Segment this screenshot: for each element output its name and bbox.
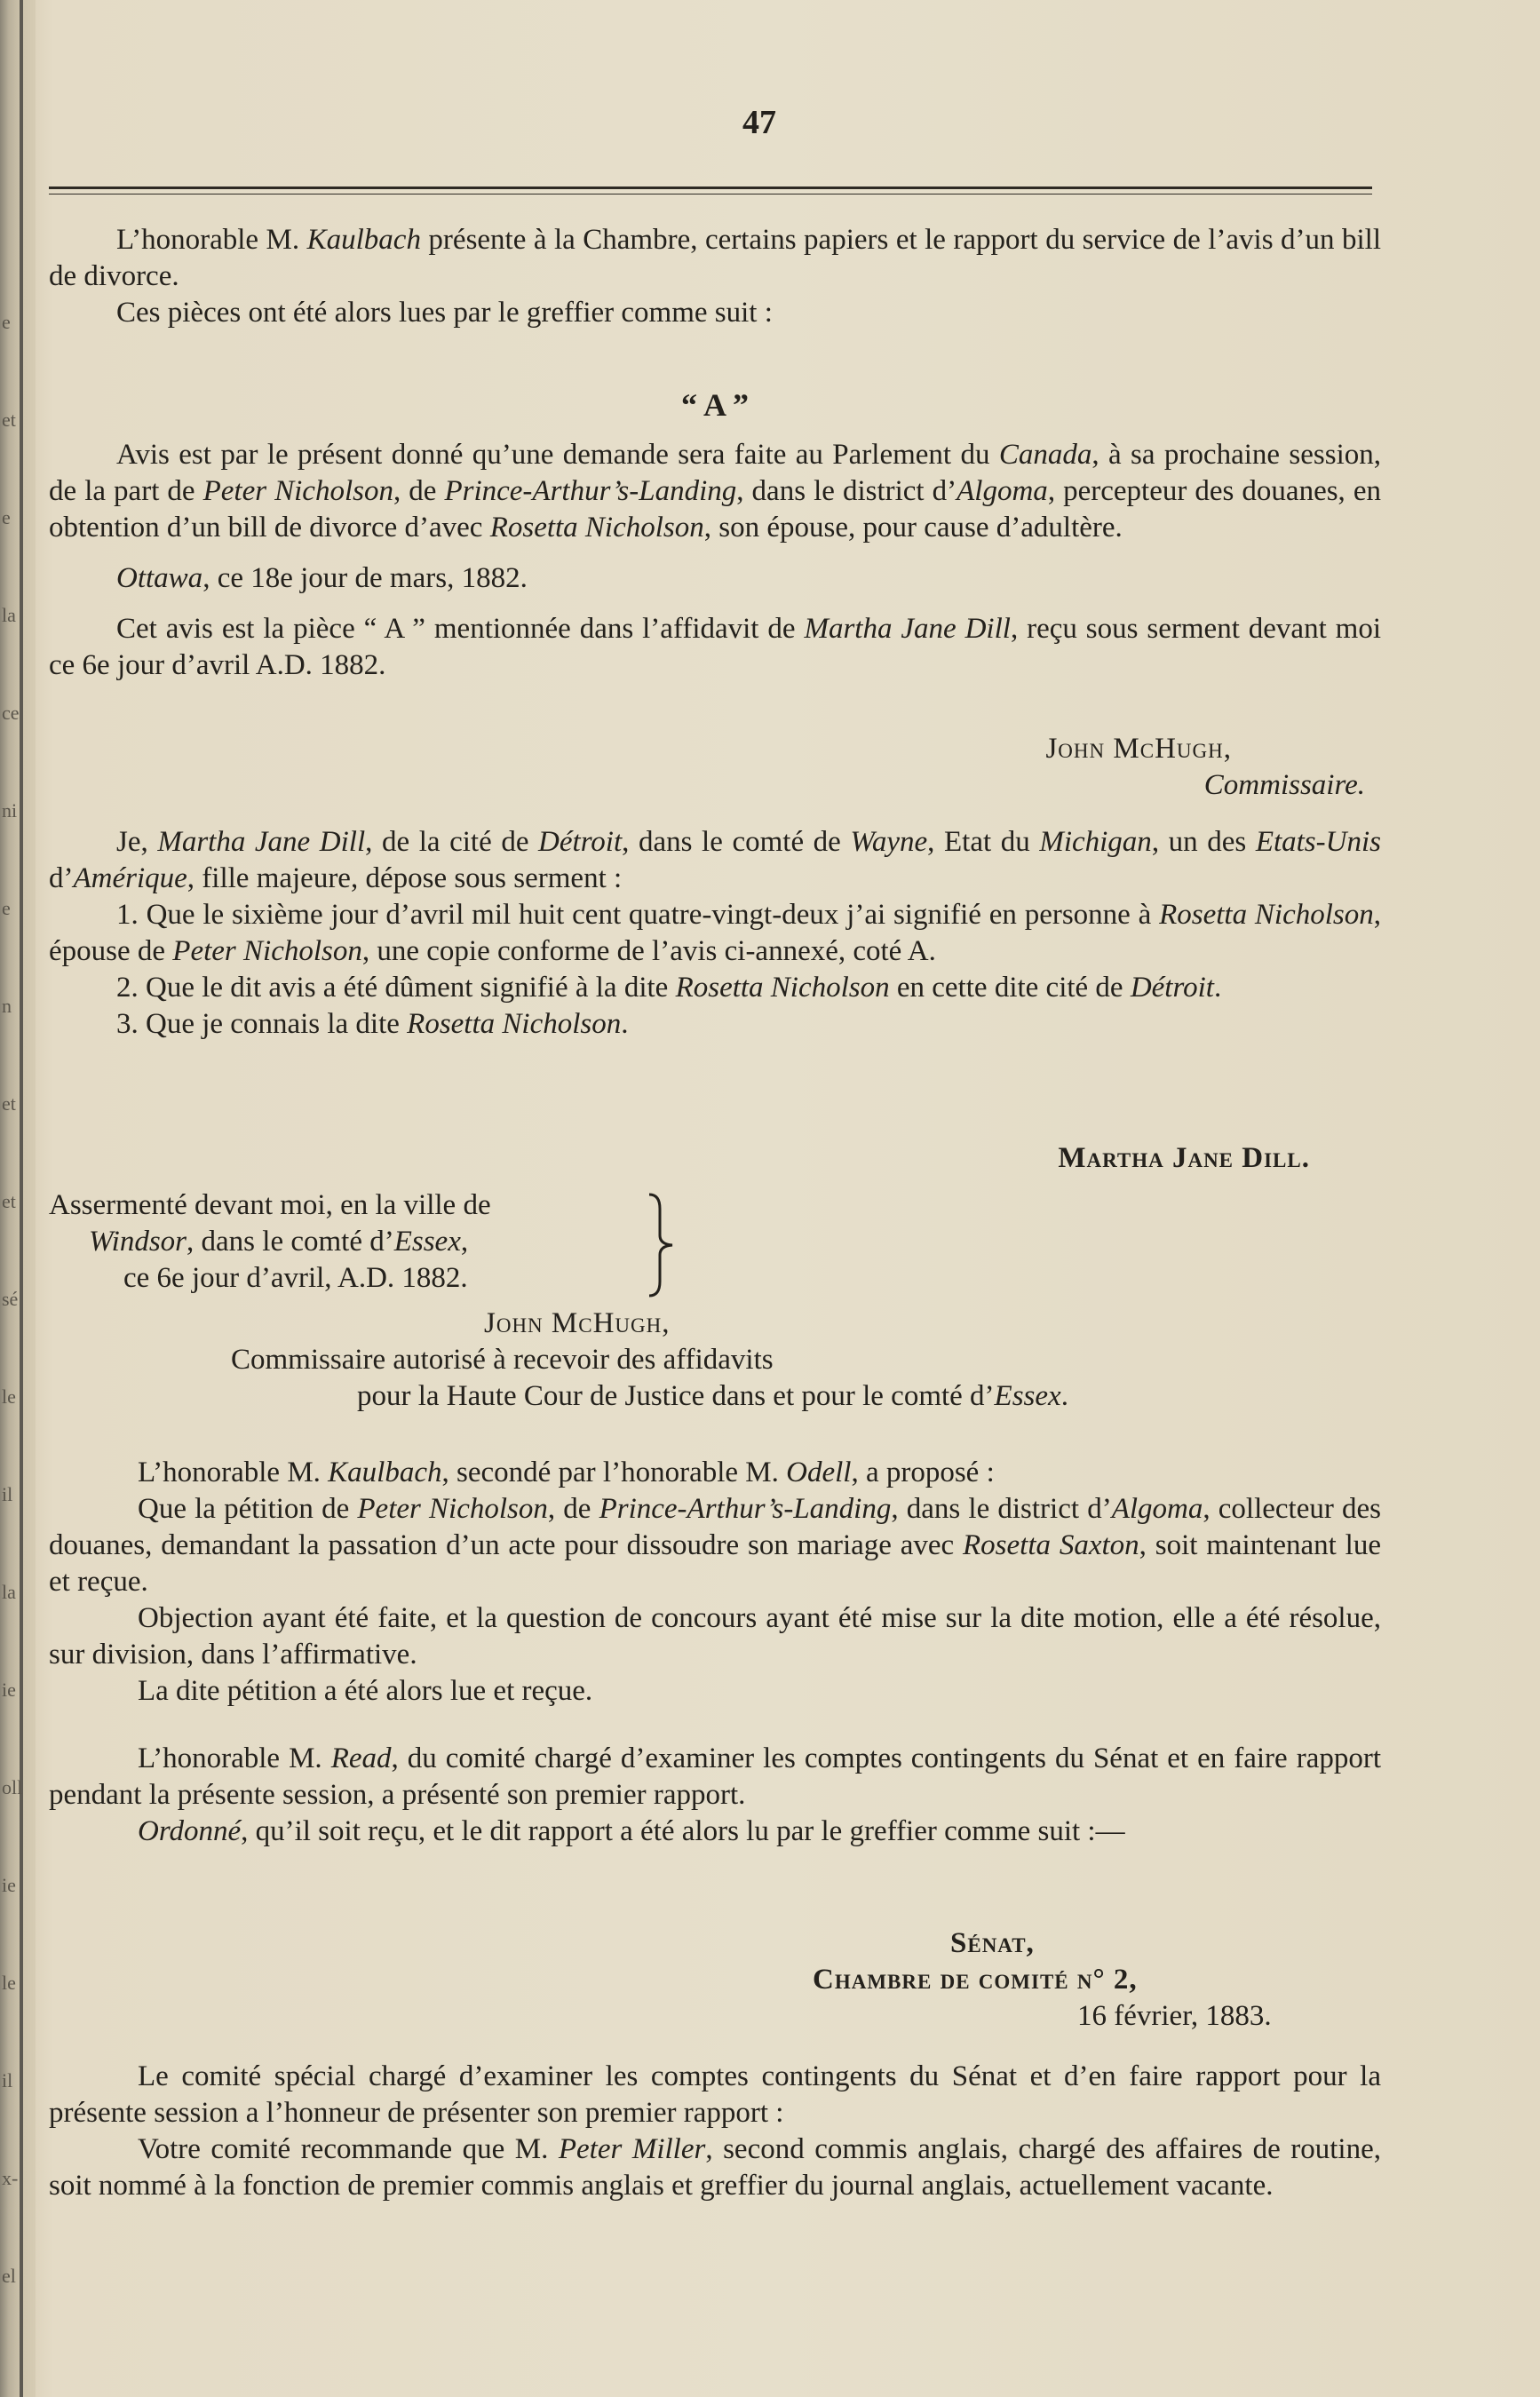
italic-text: Wayne [850, 826, 928, 858]
motion-paragraph: La dite pétition a été alors lue et reçue. [138, 1675, 593, 1707]
affidavit-paragraph: 1. Que le sixième jour d’avril mil huit cent quatre-vingt-deux j’ai signifié en personne à Rosetta Nicholson, épouse de Peter Nicholson, une copie conforme de l’avis ci-annexé, coté A. [49, 899, 1381, 967]
italic-text: Détroit [538, 826, 623, 858]
fragment-text: et [2, 1092, 16, 1115]
italic-text: Prince-Arthur’s-Landing [444, 475, 737, 507]
italic-text: Ottawa [116, 562, 203, 594]
italic-text: Algoma [957, 475, 1048, 507]
notice-section [49, 437, 1381, 684]
report-paragraph: Ordonné, qu’il soit reçu, et le dit rapport a été alors lu par le greffier comme suit :— [138, 1815, 1125, 1847]
signer-name: John McHugh, [484, 1307, 671, 1339]
adjacent-page-fragments [2, 0, 23, 2397]
fragment-text: la [2, 604, 16, 626]
sworn-line: Assermenté devant moi, en la ville de [49, 1189, 491, 1221]
fragment-text: le [2, 1972, 16, 1994]
fragment-text: ie [2, 1874, 16, 1896]
fragment-text: la [2, 1581, 16, 1603]
fragment-text: e [2, 897, 11, 919]
intro-paragraph: L’honorable M. Kaulbach présente à la Chambre, certains papiers et le rapport du service de l’avis d’un bill de divorce. [49, 224, 1381, 292]
fragment-text: el [2, 2265, 16, 2287]
sworn-line: ce 6e jour d’avril, A.D. 1882. [123, 1262, 468, 1294]
italic-text: Rosetta Nicholson [489, 512, 704, 544]
signer-name: John McHugh, [1045, 733, 1232, 765]
notice-paragraph: Ottawa, ce 18e jour de mars, 1882. [116, 562, 528, 594]
italic-text: Read [330, 1742, 392, 1774]
sworn-block [49, 1187, 688, 1303]
affidavit-paragraph: 3. Que je connais la dite Rosetta Nicholson. [116, 1008, 629, 1040]
motion-paragraph: L’honorable M. Kaulbach, secondé par l’honorable M. Odell, a proposé : [138, 1456, 995, 1488]
commissioner-title: Commissaire autorisé à recevoir des affidavits [231, 1344, 774, 1376]
italic-text: Rosetta Nicholson [407, 1008, 622, 1040]
committee-room: Chambre de comité n° 2, [813, 1964, 1138, 1996]
fragment-text: il [2, 1483, 13, 1505]
notice-paragraph: Avis est par le présent donné qu’une demande sera faite au Parlement du Canada, à sa prochaine session, de la part de Peter Nicholson, de Prince-Arthur’s-Landing, dans le district d’Algoma, percepteur des douanes, en obtention d’un bill de divorce d’avec Rosetta Nicholson, son épouse, pour cause d’adultère. [49, 439, 1382, 544]
affidavit-paragraph: Je, Martha Jane Dill, de la cité de Détroit, dans le comté de Wayne, Etat du Michigan, un des Etats-Unis d’Amérique, fille majeure, dépose sous serment : [49, 826, 1381, 894]
italic-text: Peter Miller [558, 2133, 706, 2165]
italic-text: Rosetta Saxton [963, 1529, 1139, 1561]
italic-text: Amérique [73, 862, 187, 894]
notice-paragraph: Cet avis est la pièce “ A ” mentionnée dans l’affidavit de Martha Jane Dill, reçu sous serment devant moi ce 6e jour d’avril A.D. 1882. [49, 613, 1381, 681]
italic-text: Rosetta Nicholson [1159, 899, 1374, 931]
fragment-text: e [2, 311, 11, 333]
commissioner-block [49, 1306, 1381, 1415]
fragment-text: sé [2, 1288, 19, 1310]
curly-brace-icon [646, 1191, 678, 1299]
italic-text: Ordonné [138, 1815, 242, 1847]
fragment-text: ni [2, 799, 18, 821]
motion-paragraph: Que la pétition de Peter Nicholson, de Prince-Arthur’s-Landing, dans le district d’Algoma, collecteur des douanes, demandant la passation d’un acte pour dissoudre son mariage avec Rosetta Saxton, soit maintenant lue et reçue. [49, 1493, 1381, 1598]
report-paragraph: L’honorable M. Read, du comité chargé d’examiner les comptes contingents du Sénat et en faire rapport pendant la présente session, a présenté son premier rapport. [49, 1742, 1381, 1811]
committee-section [49, 2059, 1381, 2204]
italic-text: Essex [994, 1380, 1061, 1412]
italic-text: Canada [998, 439, 1092, 471]
fragment-text: n [2, 995, 12, 1017]
italic-text: Peter Nicholson [202, 475, 393, 507]
sworn-line: Windsor, dans le comté d’Essex, [89, 1226, 469, 1258]
fragment-text: le [2, 1385, 16, 1408]
signature-block [49, 731, 1381, 804]
senate-title: Sénat, [950, 1927, 1035, 1959]
fragment-text: il [2, 2069, 13, 2091]
signer-name: Martha Jane Dill. [1058, 1142, 1310, 1174]
italic-text: Prince-Arthur’s-Landing [599, 1493, 892, 1525]
italic-text: Peter Nicholson [172, 935, 362, 967]
italic-text: Etats-Unis [1255, 826, 1381, 858]
fragment-text: e [2, 506, 11, 528]
committee-paragraph: Le comité spécial chargé d’examiner les comptes contingents du Sénat et d’en faire rapport pour la présente session a l’honneur de présenter son premier rapport : [49, 2060, 1381, 2129]
page-number: 47 [742, 104, 776, 141]
intro-section [49, 222, 1381, 331]
fragment-text: ce [2, 702, 20, 724]
document-page [49, 0, 1381, 2397]
affidavit-paragraph: 2. Que le dit avis a été dûment signifié à la dite Rosetta Nicholson en cette dite cité de Détroit. [116, 972, 1222, 1004]
italic-text: Rosetta Nicholson [675, 972, 890, 1004]
italic-text: Kaulbach [306, 224, 421, 256]
signer-title: Commissaire. [1203, 769, 1365, 801]
italic-text: Algoma [1111, 1493, 1203, 1525]
report-date: 16 février, 1883. [1077, 2000, 1272, 2032]
motion-paragraph: Objection ayant été faite, et la question de concours ayant été mise sur la dite motion, elle a été résolue, sur division, dans l’affirmative. [49, 1602, 1381, 1671]
fragment-text: ie [2, 1679, 16, 1701]
italic-text: Essex [393, 1226, 461, 1258]
fragment-text: et [2, 409, 16, 431]
fragment-text: x- [2, 2167, 19, 2189]
commissioner-title: pour la Haute Cour de Justice dans et pour le comté d’Essex. [357, 1380, 1068, 1412]
affidavit-section [49, 824, 1381, 1043]
italic-text: Martha Jane Dill [804, 613, 1011, 645]
italic-text: Odell [786, 1456, 852, 1488]
fragment-text: oll [2, 1776, 23, 1798]
intro-paragraph: Ces pièces ont été alors lues par le greffier comme suit : [116, 297, 773, 329]
italic-text: Détroit [1130, 972, 1214, 1004]
italic-text: Peter Nicholson [357, 1493, 548, 1525]
exhibit-heading: “ A ” [680, 387, 750, 423]
motion-section [49, 1455, 1381, 1710]
header-rule-thick [49, 187, 1372, 189]
senate-header [49, 1925, 1381, 2035]
binding-edge [20, 0, 23, 2397]
committee-paragraph: Votre comité recommande que M. Peter Miller, second commis anglais, chargé des affaires de routine, soit nommé à la fonction de premier commis anglais et greffier du journal anglais, actuellement vacante. [49, 2133, 1381, 2202]
italic-text: Martha Jane Dill [157, 826, 366, 858]
italic-text: Kaulbach [328, 1456, 442, 1488]
report-section [49, 1741, 1381, 1850]
italic-text: Michigan [1039, 826, 1152, 858]
fragment-text: et [2, 1190, 16, 1212]
italic-text: Windsor [89, 1226, 187, 1258]
